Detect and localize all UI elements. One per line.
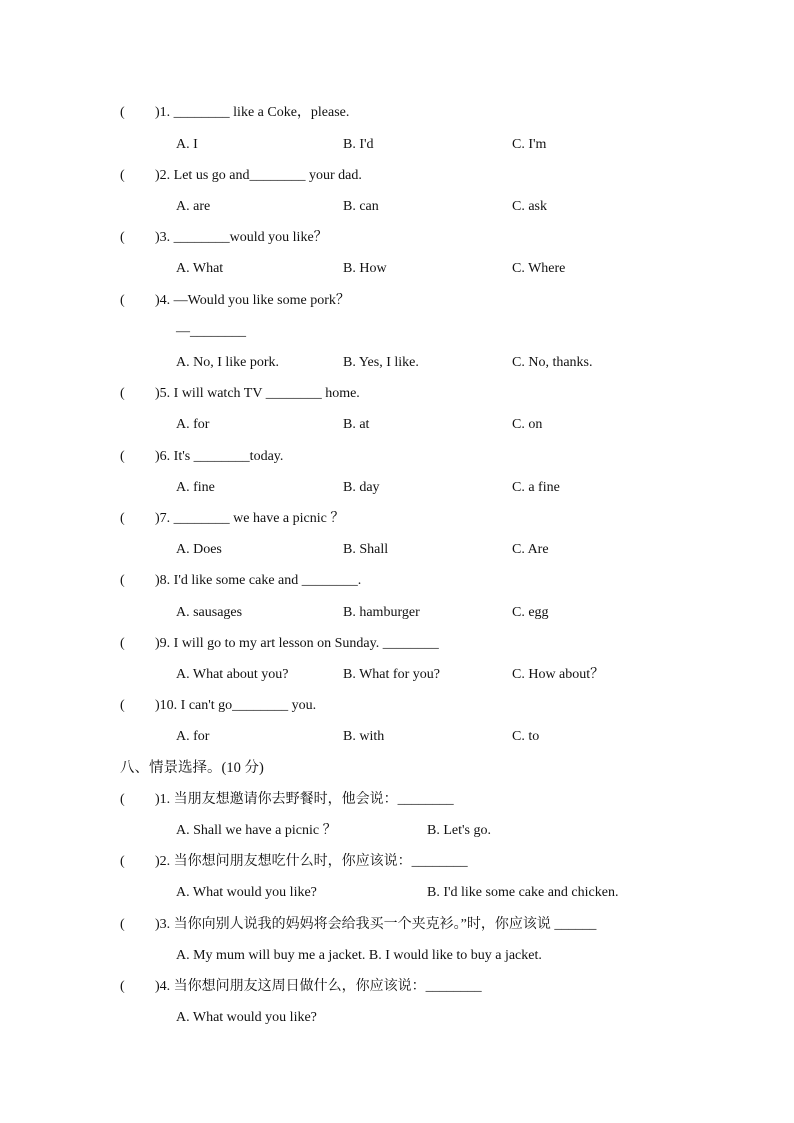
option-c: C. Are (512, 542, 549, 557)
question-paren: ( (120, 917, 125, 932)
option-a: A. No, I like pork. (176, 355, 280, 370)
option-b: B. Yes, I like. (343, 355, 419, 370)
option-c: C. I'm (512, 137, 547, 152)
option-c: C. to (512, 729, 540, 744)
option-c: C. egg (512, 605, 549, 620)
question-paren: ( (120, 105, 125, 120)
question-paren: ( (120, 792, 125, 807)
question-paren: ( (120, 511, 125, 526)
option-b: B. can (343, 199, 379, 214)
option-c: C. No, thanks. (512, 355, 593, 370)
option-a: A. for (176, 729, 210, 744)
question-stem: )2. 当你想问朋友想吃什么时，你应该说：________ (155, 854, 468, 869)
question-stem: )6. It's ________today. (155, 449, 284, 464)
option-a: A. for (176, 417, 210, 432)
option-b: B. I'd like some cake and chicken. (427, 885, 619, 900)
question-paren: ( (120, 573, 125, 588)
option-b: B. hamburger (343, 605, 420, 620)
option-b: B. I'd (343, 137, 374, 152)
option-line: A. My mum will buy me a jacket. B. I would like to buy a jacket. (176, 948, 542, 963)
answer-line: —________ (176, 324, 246, 339)
option-c: C. a fine (512, 480, 560, 495)
option-b: B. Shall (343, 542, 389, 557)
option-a: A. are (176, 199, 211, 214)
question-stem: )3. ________would you like？ (155, 230, 328, 245)
option-b: B. day (343, 480, 380, 495)
question-paren: ( (120, 449, 125, 464)
question-stem: )3. 当你向别人说我的妈妈将会给我买一个夹克衫。”时，你应该说 ______ (155, 917, 597, 932)
option-a: A. fine (176, 480, 215, 495)
question-stem: )2. Let us go and________ your dad. (155, 168, 362, 183)
option-a: A. What about you? (176, 667, 289, 682)
question-paren: ( (120, 854, 125, 869)
question-paren: ( (120, 293, 125, 308)
option-c: C. ask (512, 199, 547, 214)
option-a: A. Does (176, 542, 222, 557)
option-b: B. How (343, 261, 387, 276)
question-paren: ( (120, 386, 125, 401)
option-a: A. sausages (176, 605, 243, 620)
option-a: A. What would you like? (176, 885, 317, 900)
option-b: B. at (343, 417, 370, 432)
question-paren: ( (120, 698, 125, 713)
option-c: C. How about？ (512, 667, 605, 682)
section-heading: 八、情景选择。(10 分) (120, 760, 264, 776)
question-paren: ( (120, 979, 125, 994)
option-b: B. Let's go. (427, 823, 491, 838)
option-a: A. Shall we have a picnic ？ (176, 823, 337, 838)
question-stem: )10. I can't go________ you. (155, 698, 317, 713)
option-c: C. on (512, 417, 543, 432)
question-stem: )9. I will go to my art lesson on Sunday. ________ (155, 636, 439, 651)
option-a: A. What would you like? (176, 1010, 317, 1025)
question-paren: ( (120, 636, 125, 651)
question-stem: )8. I'd like some cake and ________. (155, 573, 362, 588)
question-stem: )1. ________ like a Coke，please. (155, 105, 350, 120)
option-c: C. Where (512, 261, 566, 276)
question-stem: )1. 当朋友想邀请你去野餐时，他会说：________ (155, 792, 454, 807)
question-stem: )7. ________ we have a picnic ？ (155, 511, 345, 526)
option-a: A. I (176, 137, 198, 152)
question-stem: )5. I will watch TV ________ home. (155, 386, 360, 401)
question-paren: ( (120, 168, 125, 183)
question-paren: ( (120, 230, 125, 245)
option-a: A. What (176, 261, 224, 276)
question-stem: )4. —Would you like some pork？ (155, 293, 350, 308)
question-stem: )4. 当你想问朋友这周日做什么，你应该说：________ (155, 979, 482, 994)
option-b: B. What for you? (343, 667, 440, 682)
option-b: B. with (343, 729, 385, 744)
